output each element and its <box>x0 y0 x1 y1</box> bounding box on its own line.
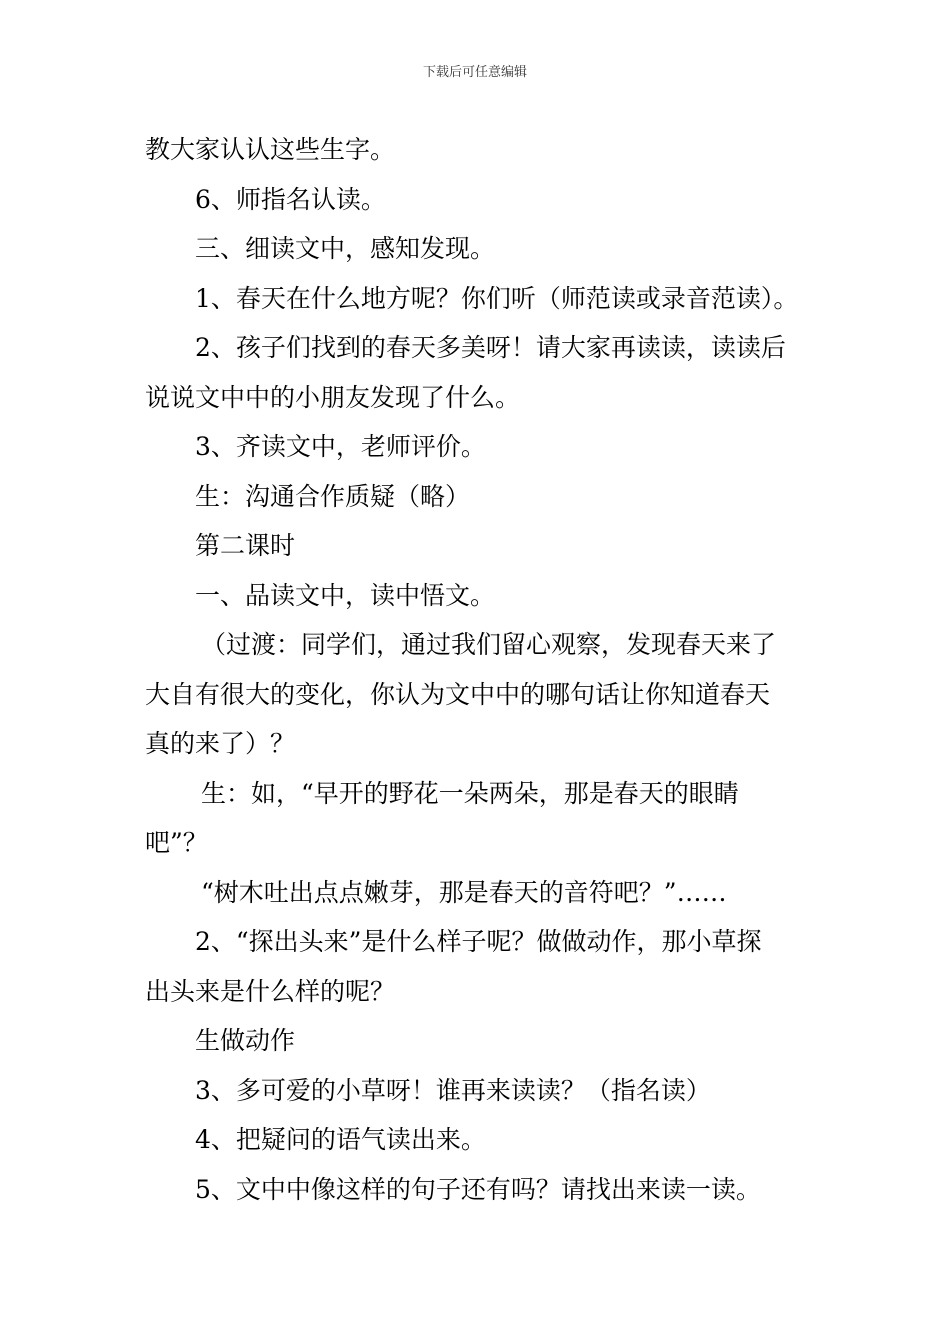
paragraph-line: “树木吐出点点嫩芽，那是春天的音符吧？”…… <box>201 877 727 907</box>
paragraph-line: 3、多可爱的小草呀！谁再来读读？（指名读） <box>195 1075 711 1105</box>
paragraph-line: 大自有很大的变化，你认为文中中的哪句话让你知道春天 <box>145 679 771 709</box>
paragraph-line: 5、文中中像这样的句子还有吗？请找出来读一读。 <box>195 1174 761 1204</box>
paragraph-line: 出头来是什么样的呢？ <box>145 976 396 1006</box>
paragraph-line: 一、品读文中，读中悟文。 <box>195 580 496 610</box>
paragraph-line: 2、孩子们找到的春天多美呀！请大家再读读，读读后 <box>195 333 786 362</box>
document-body <box>145 125 810 1214</box>
paragraph-line: 真的来了）？ <box>145 729 296 758</box>
paragraph-line: 6、师指名认读。 <box>195 184 386 214</box>
paragraph-line: 生：沟通合作质疑（略） <box>195 481 471 511</box>
paragraph-line: 1、春天在什么地方呢？你们听（师范读或录音范读）。 <box>195 283 799 313</box>
page-header: 下载后可任意编辑 <box>422 65 527 80</box>
paragraph-line: 吧”？ <box>145 828 208 857</box>
paragraph-line: 3、齐读文中，老师评价。 <box>195 432 486 461</box>
section-heading: 第二课时 <box>195 531 296 560</box>
paragraph-line: 4、把疑问的语气读出来。 <box>195 1125 486 1154</box>
paragraph-line: 说说文中中的小朋友发现了什么。 <box>145 382 521 412</box>
paragraph-line: 教大家认认这些生字。 <box>145 135 396 164</box>
paragraph-line: 2、“探出头来”是什么样子呢？做做动作，那小草探 <box>195 927 762 956</box>
paragraph-line: （过渡：同学们，通过我们留心观察，发现春天来了 <box>201 630 777 659</box>
paragraph-line: 生做动作 <box>195 1026 296 1055</box>
paragraph-line: 三、细读文中，感知发现。 <box>195 234 496 263</box>
paragraph-line: 生：如，“早开的野花一朵两朵，那是春天的眼睛 <box>201 778 739 808</box>
